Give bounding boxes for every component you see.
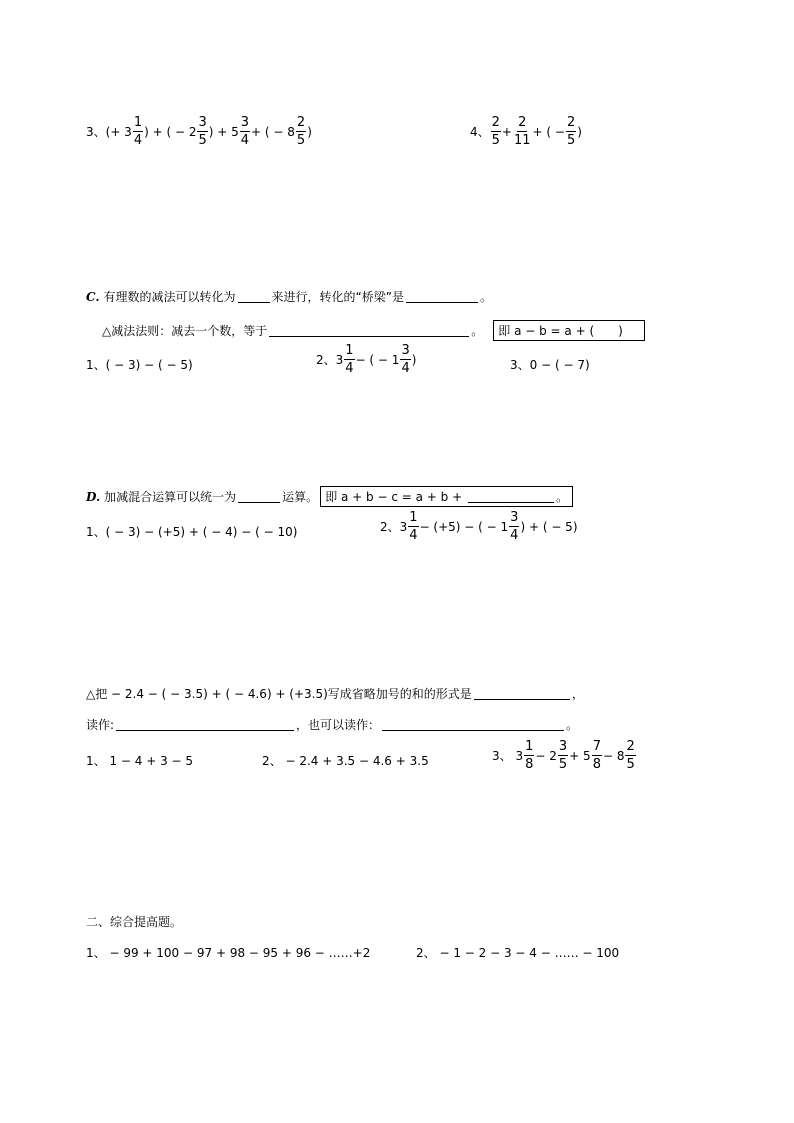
answer-blank[interactable] xyxy=(382,718,564,731)
problem-3-prefix: 3、(+ 3 xyxy=(86,125,132,139)
answer-blank[interactable] xyxy=(269,324,469,337)
section-letter: C. xyxy=(86,289,100,304)
fraction: $\frac{3}{5}$ xyxy=(198,115,207,148)
answer-blank[interactable] xyxy=(468,490,554,503)
problem-3 xyxy=(86,116,312,147)
problem-e2: 2、 − 2.4 + 3.5 − 4.6 + 3.5 xyxy=(262,754,429,768)
fraction: $\frac{1}{8}$ xyxy=(525,739,534,772)
problem-4-mid: + ( − xyxy=(532,124,565,139)
fraction: $\frac{2}{5}$ xyxy=(296,115,306,148)
problem-c1: 1、( − 3) − ( − 5) xyxy=(86,358,193,372)
section-2-title: 二、综合提高题。 xyxy=(86,915,183,929)
fraction: $\frac{1}{4}$ xyxy=(133,115,143,148)
problem-e3: 3、 3 $\frac{1}{8}$ − 2 $\frac{3}{5}$ + 5 $\frac{7}{8}$ − 8 $\frac{2}{5}$ xyxy=(492,739,635,772)
plus-sign: + xyxy=(501,124,512,139)
problem-3-end: ) xyxy=(307,124,312,139)
answer-blank[interactable] xyxy=(238,490,280,503)
formula-box: 即 a + b − c = a + b + 。 xyxy=(320,486,573,507)
fraction: $\frac{2}{5}$ xyxy=(491,115,500,148)
formula-box: 即 a − b = a + ( ) xyxy=(493,320,645,341)
problem-4-end: ) xyxy=(577,124,582,139)
section-letter: D. xyxy=(86,489,101,504)
problem-4-prefix: 4、 xyxy=(470,125,490,139)
omit-plus-question: △把 − 2.4 − ( − 3.5) + ( − 4.6) + (+3.5)写成省略加号的和的形式是 ， xyxy=(86,687,584,701)
problem-d2: 2、3 $\frac{1}{4}$ − (+5) − ( − 1 $\frac{3}{4}$ ) + ( − 5) xyxy=(380,510,578,543)
problem-2-2: 2、 − 1 − 2 − 3 − 4 − …… − 100 xyxy=(416,946,620,960)
fraction: $\frac{3}{4}$ xyxy=(510,510,519,543)
fraction: $\frac{1}{4}$ xyxy=(409,510,418,543)
answer-blank[interactable] xyxy=(116,718,294,731)
fraction: $\frac{3}{5}$ xyxy=(558,739,568,772)
read-as-question: 读作: ，也可以读作： 。 xyxy=(86,718,579,732)
fraction: $\frac{1}{4}$ xyxy=(345,343,354,376)
problem-d1: 1、( − 3) − (+5) + ( − 4) − ( − 10) xyxy=(86,525,298,539)
fraction: $\frac{3}{4}$ xyxy=(240,115,250,148)
problem-e1: 1、 1 − 4 + 3 − 5 xyxy=(86,754,194,768)
answer-blank[interactable] xyxy=(474,687,570,700)
subtraction-rule: △减法法则：减去一个数，等于 。 即 a − b = a + ( ) xyxy=(102,320,645,341)
problem-3-mid2: ) + 5 xyxy=(208,124,239,139)
fraction: $\frac{7}{8}$ xyxy=(592,739,601,772)
problem-3-mid3: + ( − 8 xyxy=(251,124,295,139)
section-d-heading: D. 加减混合运算可以统一为 运算。 即 a + b − c = a + b + 。 xyxy=(86,486,573,507)
answer-blank[interactable] xyxy=(238,290,270,303)
problem-c2: 2、3 $\frac{1}{4}$ − ( − 1 $\frac{3}{4}$ ) xyxy=(316,343,417,376)
fraction: $\frac{3}{4}$ xyxy=(401,343,410,376)
problem-3-mid1: ) + ( − 2 xyxy=(144,124,197,139)
fraction: $\frac{2}{5}$ xyxy=(626,739,635,772)
problem-c3: 3、0 − ( − 7) xyxy=(510,358,590,372)
fraction: $\frac{2}{11}$ xyxy=(513,115,531,148)
fraction: $\frac{2}{5}$ xyxy=(566,115,576,148)
answer-blank[interactable] xyxy=(406,290,478,303)
section-c-heading: C. 有理数的减法可以转化为 来进行，转化的“桥梁”是 。 xyxy=(86,289,492,304)
problem-4 xyxy=(470,116,582,147)
problem-2-1: 1、 − 99 + 100 − 97 + 98 − 95 + 96 − ……+2 xyxy=(86,946,371,960)
